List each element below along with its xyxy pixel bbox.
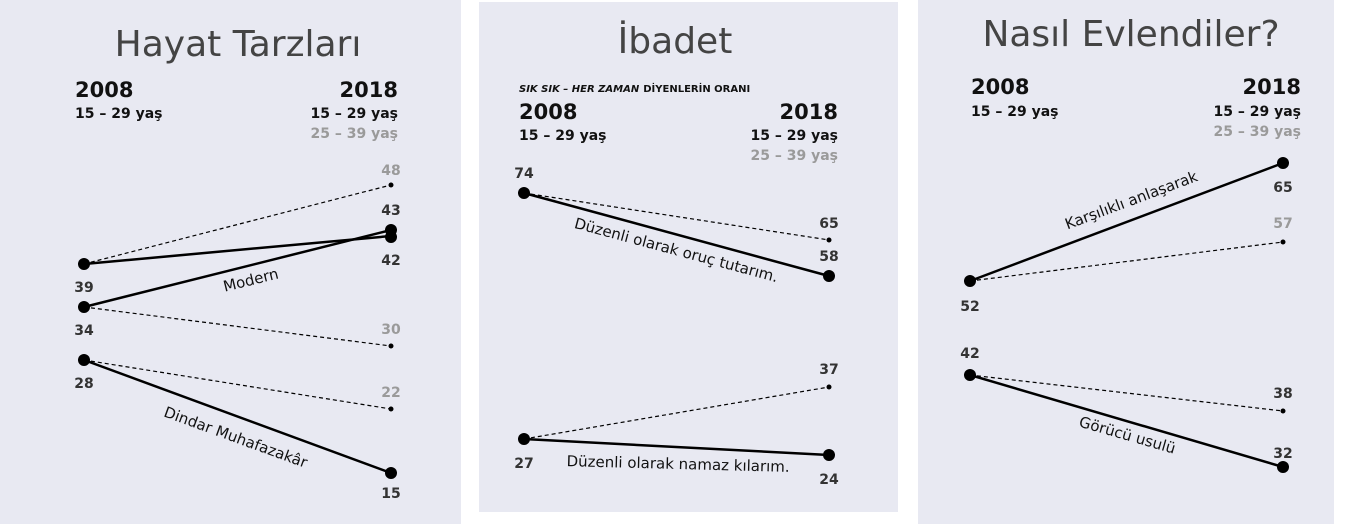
end-age-primary: 15 – 29 yaş — [750, 128, 838, 144]
end-year: 2018 — [1242, 75, 1301, 99]
point-end-58 — [823, 270, 835, 282]
point-end-24 — [823, 449, 835, 461]
point-end-32 — [1277, 461, 1289, 473]
start-year: 2008 — [519, 100, 578, 124]
slope-chart-ibadet — [479, 2, 898, 512]
point-end-22 — [389, 407, 394, 412]
start-age: 15 – 29 yaş — [75, 106, 163, 122]
value-label-end-24: 24 — [819, 472, 839, 488]
value-label-start-27: 27 — [514, 456, 534, 472]
point-start-28 — [78, 354, 90, 366]
subtitle-emphasis: SIK SIK – HER ZAMAN — [519, 84, 640, 95]
value-label-end-58: 58 — [819, 249, 839, 265]
series-line-dashed-28-22 — [84, 360, 391, 409]
value-label-end-48: 48 — [381, 163, 401, 179]
point-end-42 — [385, 231, 397, 243]
value-label-end-57: 57 — [1273, 216, 1293, 232]
point-start-52 — [964, 275, 976, 287]
value-label-end-32: 32 — [1273, 446, 1293, 462]
series-line-dashed-34-30 — [84, 307, 391, 346]
series-label-namaz: Düzenli olarak namaz kılarım. — [566, 452, 790, 476]
start-age: 15 – 29 yaş — [971, 104, 1059, 120]
value-label-end-15: 15 — [381, 486, 401, 502]
end-age-primary: 15 – 29 yaş — [310, 106, 398, 122]
end-year: 2018 — [779, 100, 838, 124]
series-line-gorucu — [970, 375, 1283, 467]
point-end-65 — [827, 238, 832, 243]
end-age-primary: 15 – 29 yaş — [1213, 104, 1301, 120]
chart-title: Nasıl Evlendiler? — [982, 14, 1280, 55]
point-start-74 — [518, 187, 530, 199]
end-age-secondary: 25 – 39 yaş — [310, 126, 398, 142]
series-line-solid-39-42 — [84, 236, 391, 264]
series-line-oruc — [524, 193, 829, 276]
slope-chart-hayat-tarzlari — [0, 0, 461, 524]
point-end-37 — [827, 385, 832, 390]
value-label-start-28: 28 — [74, 376, 94, 392]
start-year: 2008 — [971, 75, 1030, 99]
series-line-dashed-52-57 — [970, 242, 1283, 281]
value-label-start-34: 34 — [74, 323, 94, 339]
end-age-secondary: 25 – 39 yaş — [750, 148, 838, 164]
series-line-dashed-42-38 — [970, 375, 1283, 411]
start-year: 2008 — [75, 78, 134, 102]
value-label-start-52: 52 — [960, 299, 980, 315]
series-label-gorucu: Görücü usulü — [1077, 412, 1178, 458]
point-end-65 — [1277, 157, 1289, 169]
subtitle-rest: DİYENLERİN ORANI — [643, 84, 751, 95]
series-line-modern — [84, 230, 391, 307]
point-end-30 — [389, 344, 394, 349]
point-start-34 — [78, 301, 90, 313]
point-end-57 — [1281, 240, 1286, 245]
series-line-dashed-74-65 — [524, 193, 829, 240]
value-label-start-74: 74 — [514, 166, 534, 182]
value-label-end-65: 65 — [819, 216, 839, 232]
panel-nasil-evlendiler — [918, 0, 1334, 524]
panel-ibadet — [479, 2, 898, 512]
series-label-modern: Modern — [221, 264, 281, 296]
series-line-karsilikli — [970, 163, 1283, 281]
point-end-38 — [1281, 409, 1286, 414]
series-line-dashed-39-48 — [84, 185, 391, 264]
end-age-secondary: 25 – 39 yaş — [1213, 124, 1301, 140]
panel-hayat-tarzlari — [0, 0, 461, 524]
chart-title: Hayat Tarzları — [114, 24, 362, 65]
series-line-dindar-muhafazakar — [84, 360, 391, 473]
value-label-end-42: 42 — [381, 253, 401, 269]
value-label-start-39: 39 — [74, 280, 94, 296]
point-end-15 — [385, 467, 397, 479]
series-label-karsilikli: Karşılıklı anlaşarak — [1062, 167, 1201, 234]
start-age: 15 – 29 yaş — [519, 128, 607, 144]
series-label-oruc: Düzenli olarak oruç tutarım. — [572, 214, 781, 287]
value-label-start-42: 42 — [960, 346, 980, 362]
chart-title: İbadet — [617, 21, 733, 62]
chart-subtitle — [519, 81, 750, 95]
point-start-27 — [518, 433, 530, 445]
value-label-end-65: 65 — [1273, 180, 1293, 196]
value-label-end-43: 43 — [381, 203, 401, 219]
point-start-39 — [78, 258, 90, 270]
value-label-end-37: 37 — [819, 362, 839, 378]
series-label-dindar-muhafazakar: Dindar Muhafazakâr — [161, 402, 310, 472]
value-label-end-30: 30 — [381, 322, 401, 338]
value-label-end-22: 22 — [381, 385, 401, 401]
slope-chart-nasil-evlendiler — [918, 0, 1334, 524]
end-year: 2018 — [339, 78, 398, 102]
series-line-dashed-27-37 — [524, 387, 829, 439]
value-label-end-38: 38 — [1273, 386, 1293, 402]
point-start-42 — [964, 369, 976, 381]
point-end-48 — [389, 183, 394, 188]
